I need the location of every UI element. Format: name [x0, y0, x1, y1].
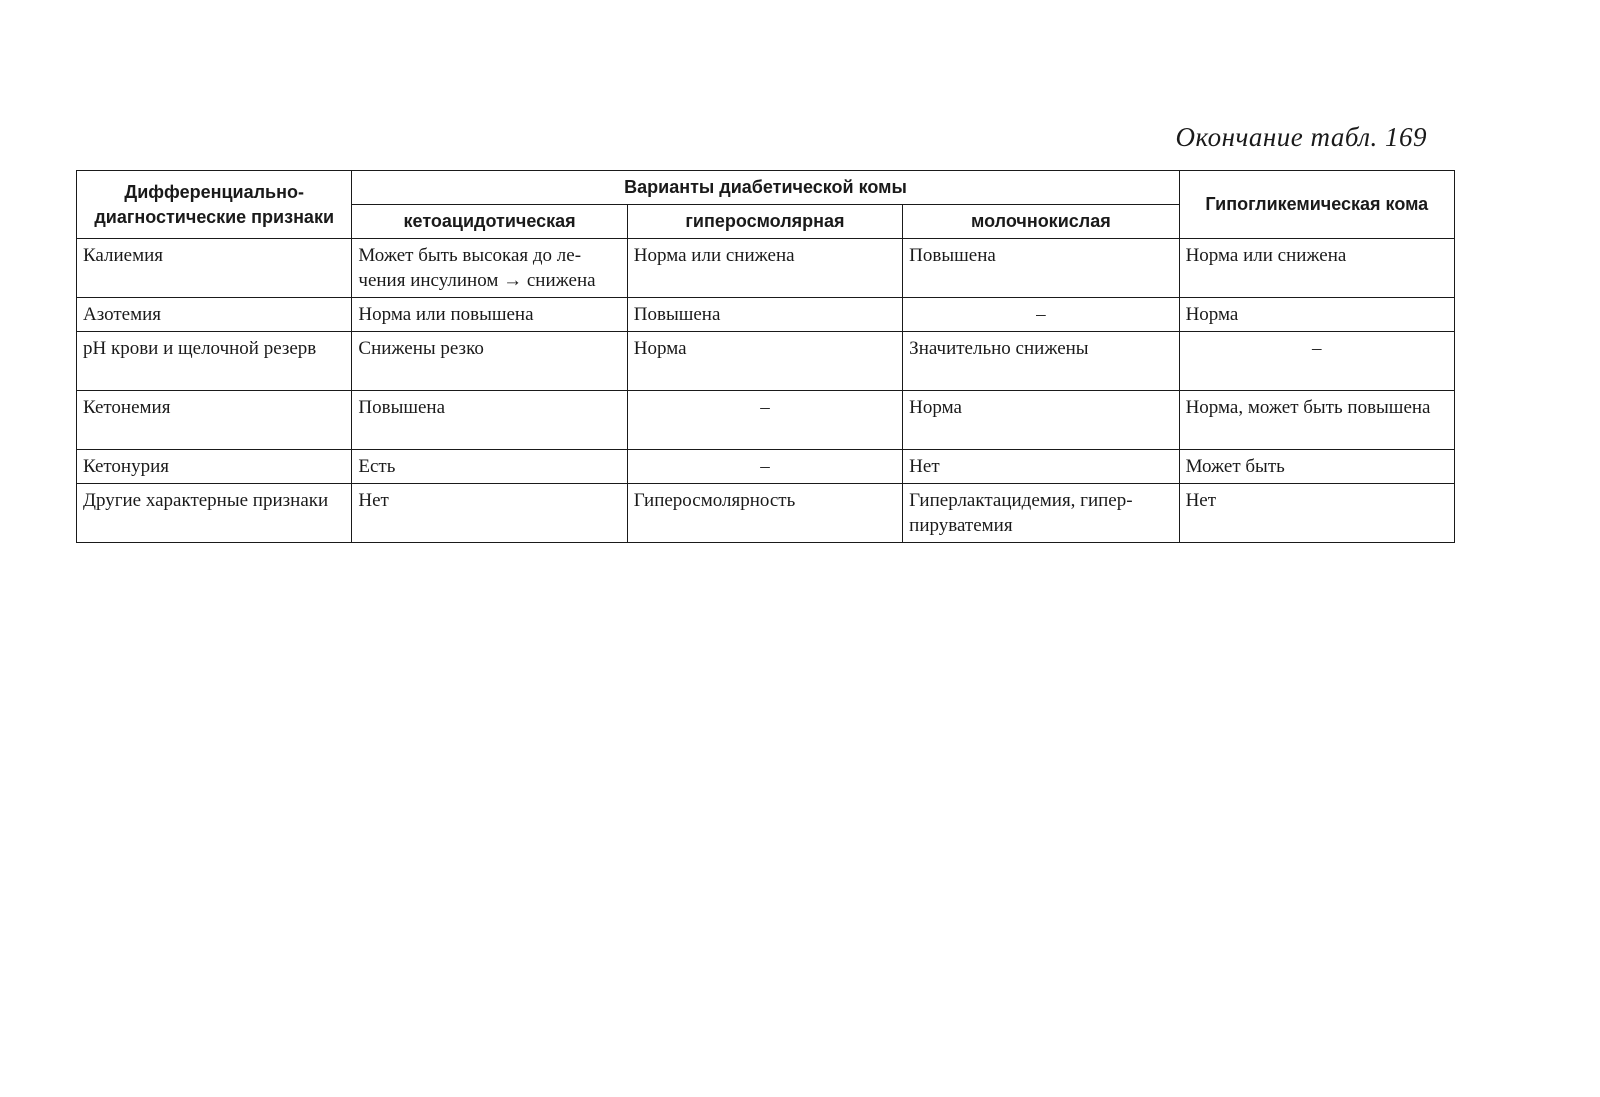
cell-hyperosmolar: – [627, 450, 902, 484]
table-row [77, 450, 1455, 484]
cell-hypoglycemic: Норма, может быть повышена [1179, 391, 1454, 450]
cell-sign: Азотемия [77, 298, 352, 332]
cell-hypoglycemic: Норма [1179, 298, 1454, 332]
cell-hypoglycemic: Норма или снижена [1179, 239, 1454, 298]
cell-lactic: – [903, 298, 1179, 332]
cell-lactic: Норма [903, 391, 1179, 450]
table-caption: Окончание табл. 169 [1175, 122, 1427, 152]
cell-ketoacidotic: Снижены резко [352, 332, 627, 391]
header-signs: Дифференциально-диагностические признаки [77, 171, 352, 239]
header-variants-group: Варианты диабетической комы [352, 171, 1179, 205]
diabetic-coma-table [76, 170, 1455, 543]
table-row [77, 239, 1455, 298]
cell-hypoglycemic: – [1179, 332, 1454, 391]
cell-sign: pH крови и щелочной резерв [77, 332, 352, 391]
table-row [77, 484, 1455, 543]
header-hyperosmolar: гиперосмолярная [627, 205, 902, 239]
cell-ketoacidotic: Есть [352, 450, 627, 484]
cell-ketoacidotic: Норма или повышена [352, 298, 627, 332]
table-row [77, 332, 1455, 391]
cell-hyperosmolar: – [627, 391, 902, 450]
cell-lactic: Повышена [903, 239, 1179, 298]
cell-hyperosmolar: Норма или снижена [627, 239, 902, 298]
table-row [77, 298, 1455, 332]
cell-ketoacidotic: Нет [352, 484, 627, 543]
cell-lactic: Гиперлактацидемия, гипер-пируватемия [903, 484, 1179, 543]
cell-sign: Другие характерные признаки [77, 484, 352, 543]
cell-lactic: Значительно снижены [903, 332, 1179, 391]
table-row [77, 391, 1455, 450]
header-hypoglycemic: Гипогликемическая кома [1179, 171, 1454, 239]
header-ketoacidotic: кетоацидотическая [352, 205, 627, 239]
cell-hyperosmolar: Норма [627, 332, 902, 391]
cell-ketoacidotic: Может быть высокая до ле-чения инсулином → снижена [352, 239, 627, 298]
cell-sign: Кетонурия [77, 450, 352, 484]
cell-sign: Кетонемия [77, 391, 352, 450]
cell-lactic: Нет [903, 450, 1179, 484]
cell-hyperosmolar: Повышена [627, 298, 902, 332]
header-lactic: молочнокислая [903, 205, 1179, 239]
cell-hypoglycemic: Может быть [1179, 450, 1454, 484]
cell-hypoglycemic: Нет [1179, 484, 1454, 543]
cell-hyperosmolar: Гиперосмолярность [627, 484, 902, 543]
cell-sign: Калиемия [77, 239, 352, 298]
cell-ketoacidotic: Повышена [352, 391, 627, 450]
